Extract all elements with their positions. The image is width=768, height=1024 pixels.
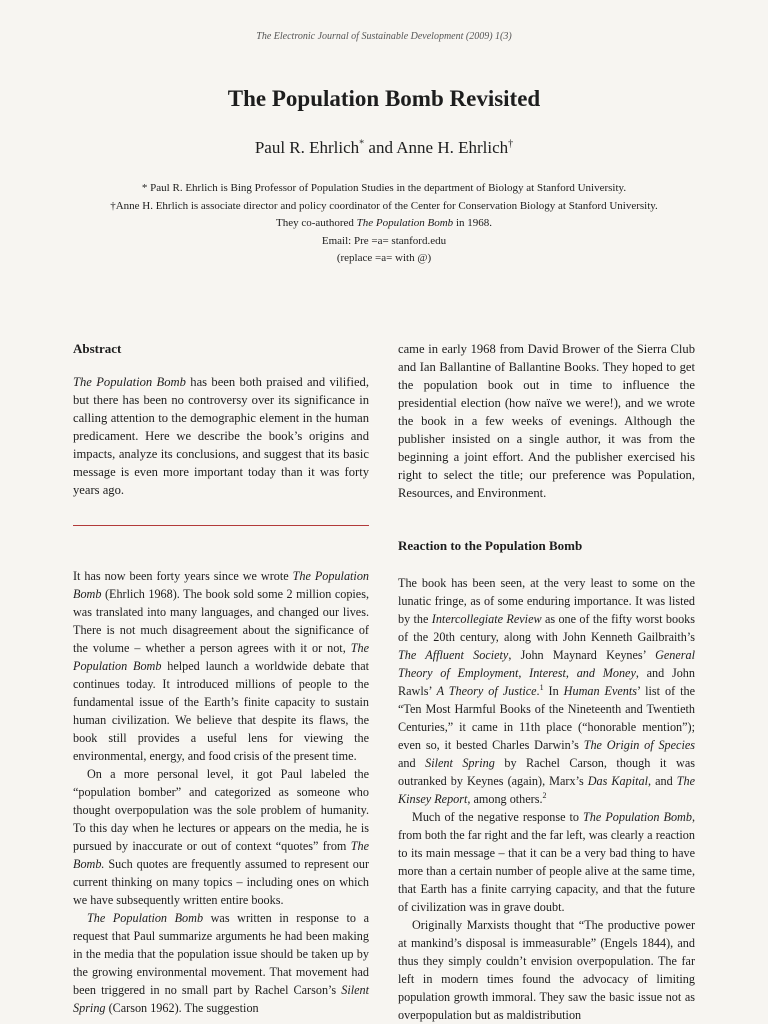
footnote-ref: 1 bbox=[539, 682, 544, 692]
footnote-1: * Paul R. Ehrlich is Bing Professor of Population Studies in the department of Biology at Stanford University. bbox=[141, 182, 627, 194]
paper-title: The Population Bomb Revisited bbox=[227, 86, 541, 111]
email-line: Email: Pre =a= stanford.edu bbox=[321, 234, 447, 247]
paragraph: It has now been forty years since we wrote The Population Bomb (Ehrlich 1968). The book sold some 2 million copies, was translated into many languages, and changed our lives. There is not much disagreement about the significance of the volume – whether a person agrees with it or not, The Population Bomb helped launch a worldwide debate that continues today. It introduced millions of people to the fundamental issue of the Earth’s finite capacity to sustain human civilization. We believe that despite its flaws, the book still provides a useful lens for viewing the environmental, energy, and food crisis of the present time. bbox=[73, 569, 370, 763]
section-divider bbox=[73, 525, 369, 526]
paragraph: came in early 1968 from David Brower of the Sierra Club and Ian Ballantine of Ballantine Books. They hoped to get the population book out in time to influence the presidential election (how naïve we were!), and we wrote the book in a few weeks of evenings. Although the publisher insisted on a single author, it was from the beginning a joint effort. And the publisher exercised his right to select the title; our preference was Population, Resources, and Environment. bbox=[398, 342, 695, 500]
right-column bbox=[398, 340, 695, 1024]
paragraph: The Population Bomb was written in response to a request that Paul summarize arguments he had been making in the media that the population issue should be taken up by the growing environmental movement. That movement had been triggered in no small part by Rachel Carson’s Silent Spring (Carson 1962). The suggestion bbox=[73, 911, 369, 1015]
author-footnotes bbox=[0, 180, 768, 268]
email-note: (replace =a= with @) bbox=[336, 252, 432, 264]
paragraph: Much of the negative response to The Population Bomb, from both the far right and the far left, was clearly a reaction to its main message – that it can be a very bad thing to have more than a certain number of people alive at the same time, that Earth has a finite carrying capacity, and that the future of civilization was in grave doubt. bbox=[398, 810, 695, 914]
paragraph: On a more personal level, it got Paul labeled the “population bomber” and categorized as someone who thought overpopulation was the sole problem of humanity. To this day when he lectures or appears on the media, he is pursued by inaccurate or out of context “quotes” from The Bomb. Such quotes are frequently assumed to represent our current thinking on many topics – including ones on which we have subsequently written entire books. bbox=[73, 767, 369, 907]
journal-header: The Electronic Journal of Sustainable Development (2009) 1(3) bbox=[256, 31, 512, 42]
left-column bbox=[73, 340, 369, 1017]
footnote-3: They co-authored The Population Bomb in 1968. bbox=[275, 217, 492, 229]
introduction-text bbox=[73, 567, 369, 1017]
author-1: Paul R. Ehrlich bbox=[254, 138, 360, 157]
author-1-mark: * bbox=[359, 138, 365, 150]
paragraph: The book has been seen, at the very least to some on the lunatic fringe, as of some enduring importance. It was listed by the Intercollegiate Review as one of the fifty worst books of the 20th century, along with John Kenneth Gailbraith’s The Affluent Society, John Maynard Keynes’ General Theory of Employment, Interest, and Money, and John Rawls’ A Theory of Justice.$^1$ In Human Events’ list of the “Ten Most Harmful Books of the Nineteenth and Twentieth Centuries,” it came in 11th place (“honorable mention”); even so, it bested Charles Darwin’s The Origin of Species and Silent Spring by Rachel Carson, though it was outranked by Keynes (again), Marx’s Das Kapital, and The Kinsey Report, among others.$^2$ bbox=[398, 576, 696, 806]
abstract-heading: Abstract bbox=[73, 341, 122, 356]
author-line: Paul R. Ehrlich* and Anne H. Ehrlich† bbox=[254, 138, 514, 157]
section-heading: Reaction to the Population Bomb bbox=[398, 538, 583, 553]
abstract-text: The Population Bomb has been both praised and vilified, but there has been no controversy over its significance in calling attention to the demographic element in the human predicament. Here we describe the book’s origins and impacts, analyze its conclusions, and suggest that its basic message is even more important today than it was forty years ago. bbox=[73, 375, 369, 497]
paragraph: Originally Marxists thought that “The productive power at mankind’s disposal is immeasurable” (Engels 1844), and thus they simply couldn’t envision overpopulation. The far left in modern times found the advocacy of limiting population growth immoral. They saw the basic issue not as overpopulation but as maldistribution bbox=[398, 918, 695, 1022]
author-2: Anne H. Ehrlich bbox=[396, 138, 509, 157]
author-2-mark: † bbox=[508, 138, 514, 150]
footnote-2: †Anne H. Ehrlich is associate director and policy coordinator of the Center for Conservation Biology at Stanford University. bbox=[110, 199, 658, 212]
footnote-ref: 2 bbox=[542, 790, 547, 800]
